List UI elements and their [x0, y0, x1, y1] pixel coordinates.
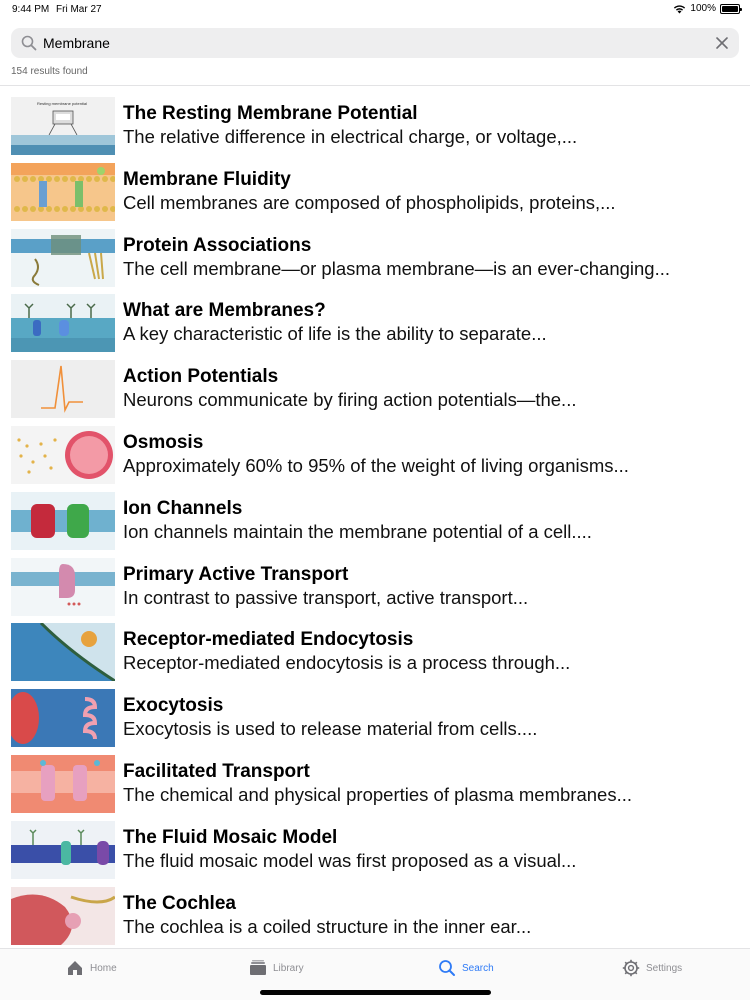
list-item[interactable] [0, 292, 750, 358]
list-item[interactable] [0, 358, 750, 424]
list-item-text [123, 695, 740, 741]
list-item-text [123, 893, 740, 939]
item-title: The Resting Membrane Potential [123, 103, 418, 124]
thumbnail [11, 755, 115, 813]
item-title: Ion Channels [123, 497, 243, 519]
list-item[interactable] [0, 161, 750, 227]
item-description: Cell membranes are composed of phospholipids, proteins,... [123, 191, 616, 213]
item-description: In contrast to passive transport, active transport... [123, 586, 529, 608]
item-title: The Cochlea [123, 892, 236, 914]
list-item[interactable] [0, 753, 750, 819]
thumb-caption: Resting membrane potential [37, 101, 88, 106]
status-bar [0, 0, 750, 20]
item-description: The chemical and physical properties of plasma membranes... [123, 783, 632, 805]
close-icon[interactable] [715, 36, 729, 50]
books-icon [249, 959, 267, 977]
result-count: 154 results found [11, 66, 88, 77]
list-item-text [123, 432, 740, 478]
list-item-text [123, 827, 740, 873]
tab-library[interactable] [249, 959, 304, 977]
thumbnail [11, 426, 115, 484]
item-title: Exocytosis [123, 695, 224, 717]
item-description: The cochlea is a coiled structure in the inner ear... [123, 915, 532, 937]
item-description: Exocytosis is used to release material from cells.... [123, 718, 538, 740]
item-description: The fluid mosaic model was first proposed as a visual... [123, 849, 577, 871]
item-description: The relative difference in electrical charge, or voltage,... [123, 126, 578, 147]
thumbnail [11, 689, 115, 747]
list-item[interactable] [0, 819, 750, 885]
thumbnail [11, 294, 115, 352]
house-icon [66, 959, 84, 977]
tab-search[interactable] [438, 959, 494, 977]
item-description: The cell membrane—or plasma membrane—is an ever-changing... [123, 257, 671, 279]
thumbnail [11, 492, 115, 550]
list-item-text [123, 169, 740, 215]
item-title: Primary Active Transport [123, 563, 349, 585]
battery-icon [720, 4, 740, 14]
magnifier-icon [438, 959, 456, 977]
item-title: Protein Associations [123, 234, 312, 256]
tab-label: Search [462, 962, 494, 974]
list-item-text [123, 761, 740, 807]
list-item[interactable] [0, 227, 750, 293]
tab-label: Library [273, 962, 304, 974]
search-input[interactable] [43, 31, 683, 55]
status-date: Fri Mar 27 [56, 4, 102, 15]
list-item[interactable] [0, 424, 750, 490]
wifi-icon [673, 4, 686, 14]
list-item-text [123, 498, 740, 544]
list-item[interactable] [0, 687, 750, 753]
tab-home[interactable] [66, 959, 117, 977]
item-title: Action Potentials [123, 366, 279, 388]
list-item[interactable] [0, 95, 750, 161]
divider [0, 85, 750, 86]
item-title: The Fluid Mosaic Model [123, 826, 338, 848]
list-item-text [123, 366, 740, 412]
thumbnail [11, 887, 115, 945]
thumbnail [11, 623, 115, 681]
thumbnail [11, 360, 115, 418]
item-description: Receptor-mediated endocytosis is a process through... [123, 652, 571, 674]
tab-settings[interactable] [622, 959, 682, 977]
status-time: 9:44 PM [12, 4, 50, 15]
tab-label: Home [90, 962, 117, 974]
results-list [0, 95, 750, 950]
battery-percent: 100% [690, 3, 716, 14]
search-bar [11, 28, 739, 58]
list-item[interactable] [0, 885, 750, 951]
item-title: Facilitated Transport [123, 760, 310, 782]
list-item-text [123, 629, 740, 675]
list-item-text [123, 564, 740, 610]
thumbnail [11, 229, 115, 287]
tab-label: Settings [646, 962, 683, 974]
home-indicator[interactable] [260, 990, 491, 995]
item-description: Approximately 60% to 95% of the weight of living organisms... [123, 454, 629, 476]
item-title: Receptor-mediated Endocytosis [123, 629, 414, 651]
item-title: Osmosis [123, 431, 204, 453]
gear-icon [622, 959, 640, 977]
item-description: A key characteristic of life is the ability to separate... [123, 323, 547, 345]
list-item[interactable] [0, 621, 750, 687]
thumbnail [11, 821, 115, 879]
thumbnail [11, 97, 115, 155]
item-description: Ion channels maintain the membrane potential of a cell.... [123, 520, 592, 542]
thumbnail [11, 163, 115, 221]
item-title: What are Membranes? [123, 300, 326, 322]
list-item-text [123, 103, 740, 149]
list-item-text [123, 235, 740, 281]
list-item-text [123, 300, 740, 346]
list-item[interactable] [0, 556, 750, 622]
item-description: Neurons communicate by firing action potentials—the... [123, 389, 577, 411]
list-item[interactable] [0, 490, 750, 556]
thumbnail [11, 558, 115, 616]
search-icon [21, 35, 37, 51]
status-right [673, 3, 740, 14]
item-title: Membrane Fluidity [123, 168, 291, 190]
